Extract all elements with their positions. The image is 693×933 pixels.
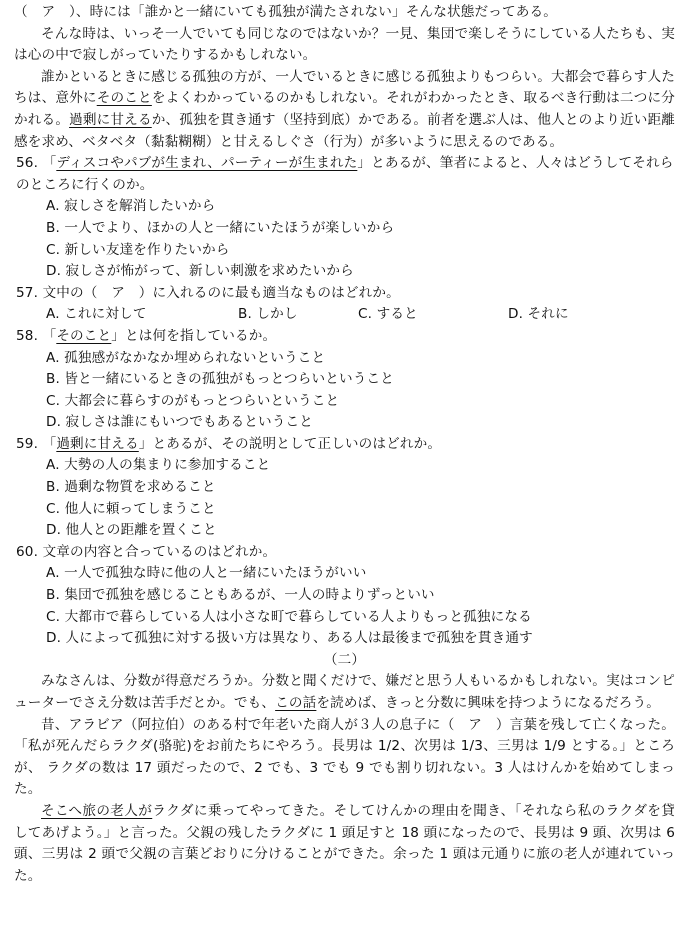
option-c: C. 大都会に暮らすのがもっとつらいということ [46, 392, 340, 409]
question-57-options [14, 304, 675, 326]
passage1-p2-text-c: か、孤独を貫き通す（坚持到底）かである。前者を選ぶ人は、他人とのより近い距離感を求め、ベタベタ（黏黏糊糊）と甘えるしぐさ（行为）が多いように思えるのである。 [14, 111, 676, 150]
option-a: A. これに対して [46, 306, 147, 323]
question-text: 文中の（ ア ）に入れるのに最も適当なものはどれか。 [42, 284, 400, 301]
section2-p1-text-b: を読めば、きっと分数に興味を持つようになるだろう。 [316, 695, 660, 711]
underlined-tabi-no-roujin: そこへ旅の老人が [41, 802, 153, 819]
question-58 [14, 326, 675, 434]
option-b: B. 皆と一緒にいるときの孤独がもっとつらいということ [46, 371, 394, 388]
option-d: D. 他人との距離を置くこと [46, 522, 217, 539]
option-d: D. それに [508, 306, 569, 323]
question-text: 」とあるが、その説明として正しいのはどれか。 [138, 435, 442, 452]
passage1-paragraph-2 [14, 67, 675, 153]
question-56-options [14, 196, 675, 282]
question-58-stem [14, 326, 675, 348]
section2-paragraph-1 [14, 671, 675, 714]
underlined-sonokoto: そのこと [96, 90, 152, 107]
question-number: 57. [16, 284, 39, 301]
section2-p1-text-a: みなさんは、分数が得意だろうか。分数と聞くだけで、嫌だと思う人もいるかもしれない。実はコンピューターでさえ分数は苦手だとか。でも、 [14, 673, 675, 711]
option-d: D. 寂しさが怖がって、新しい刺激を求めたいから [46, 263, 354, 280]
underlined-kajou-ni-amaeru: 過剰に甘える [69, 111, 152, 128]
option-b: B. 集団で孤独を感じることもあるが、一人の時よりずっといい [46, 587, 435, 604]
quote-open: 「 [42, 435, 57, 452]
passage1-p2-text-a: 誰かといるときに感じる孤独の方が、一人でいるときに感じる孤独よりもつらい。大都会で暮らす人たちは、意外に [14, 68, 675, 107]
option-a: A. 一人で孤独な時に他の人と一緒にいたほうがいい [46, 565, 367, 582]
option-b: B. 過剰な物質を求めること [46, 479, 216, 496]
option-a: A. 孤独感がなかなか埋められないということ [46, 349, 326, 366]
question-text: 」とあるが、筆者によると、人々はどうしてそれらのところに行くのか。 [16, 155, 674, 193]
quote-open: 「 [42, 155, 57, 172]
question-text: 」とは何を指しているか。 [111, 327, 277, 344]
question-number: 58. [16, 327, 39, 344]
question-60-stem [14, 542, 675, 564]
question-59-stem [14, 434, 675, 456]
option-c: C. 他人に頼ってしまうこと [46, 500, 216, 517]
passage1-paragraph-1: そんな時は、いっそ一人でいても同じなのではないか？一見、集団で楽しそうにしている人たちも、実は心の中で寂しがっていたりするかもしれない。 [14, 25, 675, 64]
option-c: C. 大都市で暮らしている人は小さな町で暮らしている人よりもっと孤独になる [46, 608, 532, 625]
question-underlined-text: ディスコやパブが生まれ、パーティーが生まれた [56, 155, 358, 172]
question-number: 59. [16, 435, 39, 452]
option-c: C. すると [358, 306, 418, 323]
question-58-options [14, 348, 675, 434]
option-a: A. 寂しさを解消したいから [46, 198, 216, 215]
option-b: B. 一人でより、ほかの人と一緒にいたほうが楽しいから [46, 219, 395, 236]
question-59-options [14, 455, 675, 541]
underlined-kono-hanashi: この話 [275, 695, 317, 711]
question-number: 60. [16, 543, 39, 560]
option-c: C. 新しい友達を作りたいから [46, 241, 230, 258]
question-60-options [14, 563, 675, 649]
question-57-stem [14, 283, 675, 305]
section2-p3-text: ラクダに乗ってやってきた。そしてけんかの理由を聞き、「それなら私のラクダを貸してあげよう。」と言った。父親の残したラクダに 1 頭足すと 18 頭になったので、長男は 9 頭、次男は 6 頭、三男は 2 頭で父親の言葉どおりに分けることができた。余った 1 頭は元通りに旅の老人が連れていった。 [14, 802, 676, 884]
section-2-title: （二） [323, 651, 366, 668]
question-text: 文章の内容と合っているのはどれか。 [42, 543, 277, 560]
option-d: D. 寂しさは誰にもいつでもあるということ [46, 414, 313, 431]
option-d: D. 人によって孤独に対する扱い方は異なり、ある人は最後まで孤独を貫き通す [46, 630, 533, 647]
question-56 [14, 153, 675, 283]
question-57 [14, 283, 675, 326]
question-number: 56. [16, 155, 39, 172]
section2-paragraph-2: 昔、アラビア（阿拉伯）のある村で年老いた商人が３人の息子に（ ア ）言葉を残して亡くなった。「私が死んだらラクダ(骆驼)をお前たちにやろう。長男は 1/2、次男は 1/3、三男は 1/9 とする。」ところが、 ラクダの数は 17 頭だったので、2 でも、3 でも 9 でも割り切れない。3 人はけんかを始めてしまった。 [14, 716, 675, 798]
passage1-p2-text-b: をよくわかっているのかもしれない。それがわかったとき、取るべき行動は二つに分かれる。 [14, 90, 675, 128]
question-56-stem [14, 153, 675, 196]
passage1-paragraph-0: （ ア ）、時には「誰かと一緒にいても孤独が満たされない」そんな状態だってある。 [14, 4, 557, 20]
section2-paragraph-3 [14, 801, 675, 887]
question-underlined-text: そのこと [56, 327, 112, 344]
option-b: B. しかし [238, 306, 298, 323]
question-59 [14, 434, 675, 542]
option-a: A. 大勢の人の集まりに参加すること [46, 457, 271, 474]
quote-open: 「 [42, 327, 57, 344]
question-underlined-text: 過剰に甘える [56, 435, 139, 452]
question-60 [14, 542, 675, 650]
